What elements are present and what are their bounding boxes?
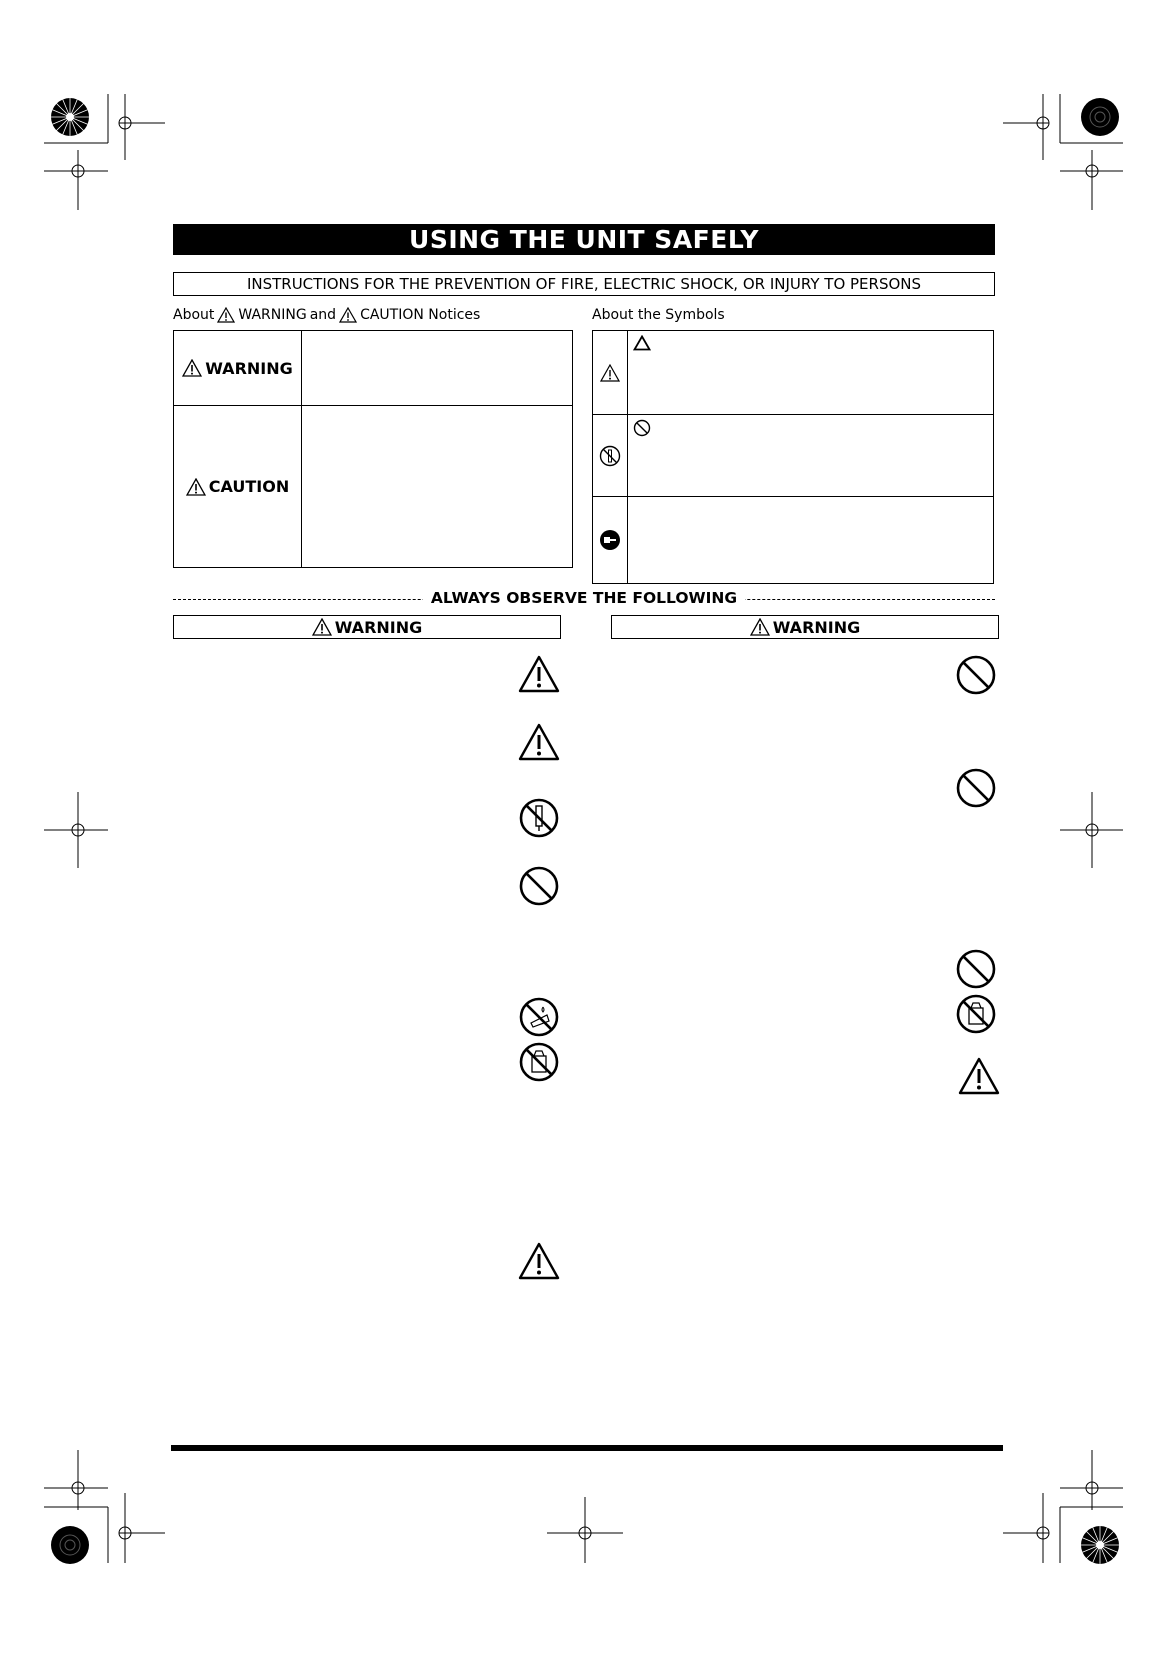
prohibited-icon xyxy=(956,655,996,695)
notice-row-caution xyxy=(174,406,572,567)
do-not-disassemble-icon xyxy=(519,798,559,838)
left-warning-label: WARNING xyxy=(334,617,423,637)
caution-triangle-icon xyxy=(518,655,560,693)
right-warning-label: WARNING xyxy=(772,617,861,637)
caution-triangle-icon xyxy=(186,478,206,496)
page-title: USING THE UNIT SAFELY xyxy=(173,224,995,255)
notices-heading-about: About xyxy=(173,307,215,323)
notices-heading-and: and xyxy=(309,307,337,323)
symbol-row-caution xyxy=(593,331,993,415)
left-warning-header xyxy=(173,615,561,639)
warning-label: WARNING xyxy=(205,358,293,378)
caution-triangle-icon xyxy=(339,307,357,323)
symbols-heading: About the Symbols xyxy=(592,307,725,323)
notice-row-warning xyxy=(174,331,572,406)
notice-table xyxy=(173,330,573,568)
do-not-disassemble-icon xyxy=(599,445,621,467)
prohibited-icon xyxy=(519,866,559,906)
unplug-icon xyxy=(599,529,621,551)
caution-triangle-icon xyxy=(600,364,620,382)
no-water-icon xyxy=(519,997,559,1037)
notices-heading-warning: WARNING xyxy=(238,307,307,323)
warning-triangle-icon xyxy=(312,618,332,636)
right-warning-header xyxy=(611,615,999,639)
symbol-row-unplug xyxy=(593,497,993,583)
always-observe-text: ALWAYS OBSERVE THE FOLLOWING xyxy=(423,589,745,607)
warning-triangle-icon xyxy=(182,359,202,377)
no-liquid-container-icon xyxy=(956,994,996,1034)
caution-triangle-icon xyxy=(958,1057,1000,1095)
caution-label: CAUTION xyxy=(208,477,290,496)
notices-heading-caution: CAUTION Notices xyxy=(360,307,481,323)
no-liquid-container-icon xyxy=(519,1042,559,1082)
symbols-table xyxy=(592,330,994,584)
warning-triangle-icon xyxy=(750,618,770,636)
always-observe-divider xyxy=(173,589,995,609)
prohibited-icon xyxy=(956,949,996,989)
caution-triangle-icon xyxy=(518,1242,560,1280)
page-subtitle: INSTRUCTIONS FOR THE PREVENTION OF FIRE, ELECTRIC SHOCK, OR INJURY TO PERSONS xyxy=(173,272,995,296)
small-prohibited-icon xyxy=(633,419,651,437)
prohibited-icon xyxy=(956,768,996,808)
notices-heading xyxy=(173,307,480,323)
small-triangle-icon xyxy=(633,335,651,351)
bottom-rule xyxy=(171,1445,1003,1451)
warning-triangle-icon xyxy=(217,307,235,323)
symbol-row-prohibited xyxy=(593,415,993,497)
caution-triangle-icon xyxy=(518,723,560,761)
warning-label-cell xyxy=(174,331,302,405)
caution-label-cell xyxy=(174,406,302,567)
